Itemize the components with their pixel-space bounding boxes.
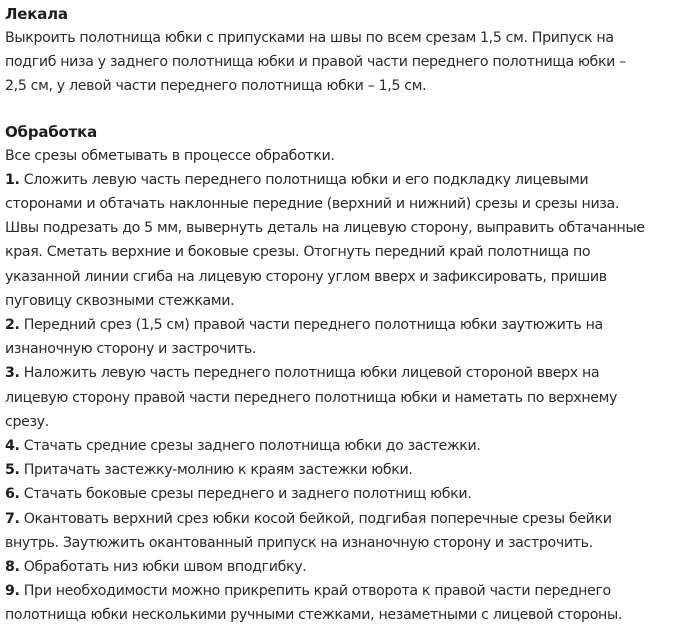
step-number: 3. — [5, 365, 20, 382]
text-line: Притачать застежку-молнию к краям застежки юбки. — [19, 462, 413, 479]
text-line: срезу. — [5, 413, 49, 430]
step-7 — [5, 507, 690, 555]
processing-intro — [5, 144, 690, 168]
text-line: изнаночную сторону и застрочить. — [5, 341, 257, 358]
text-line: сторонами и обтачать наклонные передние (верхний и нижний) срезы и срезы низа. — [5, 196, 620, 213]
text-line: Наложить левую часть переднего полотнища юбки лицевой стороной вверх на — [19, 365, 600, 382]
text-line: Передний срез (1,5 см) правой части переднего полотнища юбки заутюжить на — [19, 317, 603, 334]
text-line: Швы подрезать до 5 мм, вывернуть деталь на лицевую сторону, выправить обтачанные — [5, 220, 645, 237]
text-line: Стачать средние срезы заднего полотнища юбки до застежки. — [19, 438, 481, 455]
text-line: Сложить левую часть переднего полотнища юбки и его подкладку лицевыми — [19, 171, 589, 188]
step-6 — [5, 482, 690, 506]
step-number: 4. — [5, 438, 20, 455]
step-number: 1. — [5, 171, 20, 188]
text-line: Стачать боковые срезы переднего и заднего полотнищ юбки. — [19, 486, 472, 503]
text-line: Обработать низ юбки швом вподгибку. — [19, 559, 307, 576]
text-line: подгиб низа у заднего полотнища юбки и правой части переднего полотнища юбки – — [5, 54, 626, 71]
text-line: Все срезы обметывать в процессе обработки. — [5, 147, 335, 164]
text-line: 2,5 см, у левой части переднего полотнища юбки – 1,5 см. — [5, 78, 427, 95]
text-line: внутрь. Заутюжить окантованный припуск на изнаночную сторону и застрочить. — [5, 534, 593, 551]
text-line: указанной линии сгиба на лицевую сторону углом вверх и зафиксировать, пришив — [5, 268, 607, 285]
step-8 — [5, 555, 690, 579]
text-line: края. Сметать верхние и боковые срезы. Отогнуть передний край полотнища по — [5, 244, 591, 261]
step-1 — [5, 168, 690, 313]
step-number: 6. — [5, 486, 20, 503]
text-line: лицевую сторону правой части переднего полотнища юбки и наметать по верхнему — [5, 389, 618, 406]
step-5 — [5, 458, 690, 482]
step-number: 2. — [5, 317, 20, 334]
step-number: 8. — [5, 559, 20, 576]
section-gap — [5, 99, 690, 120]
step-2 — [5, 313, 690, 361]
text-line: пуговицу сквозными стежками. — [5, 292, 235, 309]
step-9 — [5, 579, 690, 627]
step-number: 9. — [5, 583, 20, 600]
section-title-patterns: Лекала — [5, 5, 68, 23]
text-line: полотнища юбки несколькими ручными стежками, незаметными с лицевой стороны. — [5, 607, 622, 624]
patterns-paragraph — [5, 26, 690, 99]
step-number: 5. — [5, 462, 20, 479]
text-line: Окантовать верхний срез юбки косой бейкой, подгибая поперечные срезы бейки — [19, 510, 612, 527]
step-4 — [5, 434, 690, 458]
step-3 — [5, 361, 690, 434]
step-number: 7. — [5, 510, 20, 527]
text-line: Выкроить полотнища юбки с припусками на швы по всем срезам 1,5 см. Припуск на — [5, 30, 614, 46]
text-line: При необходимости можно прикрепить край отворота к правой части переднего — [19, 583, 611, 600]
section-title-processing: Обработка — [5, 122, 98, 141]
